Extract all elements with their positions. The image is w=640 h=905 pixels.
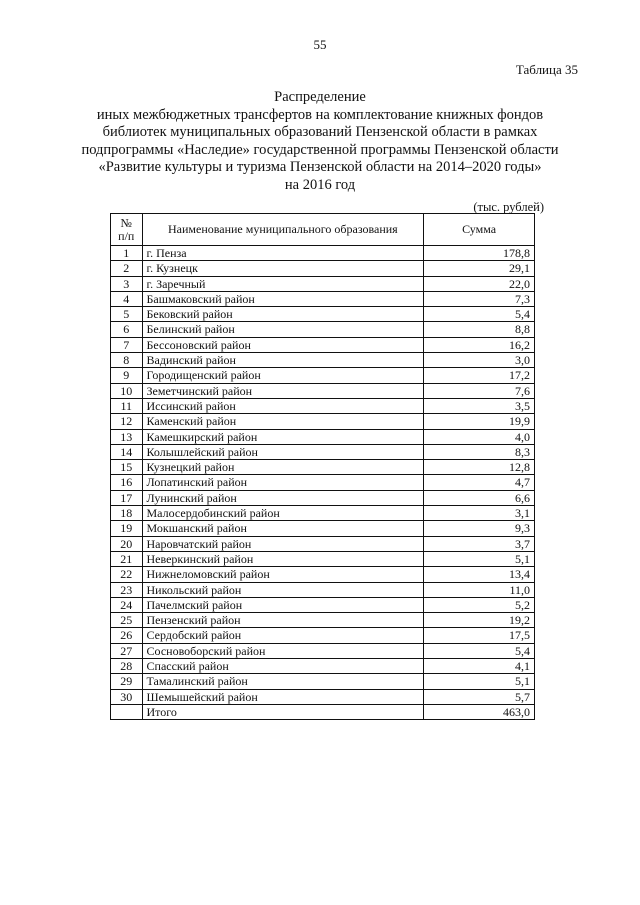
table-row [111, 414, 535, 429]
table-row [111, 444, 535, 459]
row-name: Бессоновский район [142, 337, 424, 352]
row-number: 27 [111, 643, 143, 658]
row-sum: 8,8 [424, 322, 535, 337]
table-body [111, 246, 535, 720]
row-name: Сердобский район [142, 628, 424, 643]
table-row [111, 490, 535, 505]
row-sum: 178,8 [424, 246, 535, 261]
row-sum: 17,5 [424, 628, 535, 643]
table-row [111, 689, 535, 704]
table-row [111, 429, 535, 444]
row-sum: 19,2 [424, 613, 535, 628]
row-name: Белинский район [142, 322, 424, 337]
row-sum: 9,3 [424, 521, 535, 536]
header-sum: Сумма [424, 214, 535, 246]
page-number: 55 [313, 37, 327, 52]
row-number: 9 [111, 368, 143, 383]
row-sum: 5,1 [424, 674, 535, 689]
row-name: Кузнецкий район [142, 460, 424, 475]
row-name: Сосновоборский район [142, 643, 424, 658]
row-number: 18 [111, 506, 143, 521]
row-number: 15 [111, 460, 143, 475]
row-number: 19 [111, 521, 143, 536]
table-row [111, 582, 535, 597]
row-sum: 11,0 [424, 582, 535, 597]
row-number: 25 [111, 613, 143, 628]
table-row [111, 276, 535, 291]
table-row [111, 368, 535, 383]
row-name: Городищенский район [142, 368, 424, 383]
distribution-table [110, 213, 535, 720]
row-number: 13 [111, 429, 143, 444]
row-sum: 12,8 [424, 460, 535, 475]
row-name: Пачелмский район [142, 597, 424, 612]
row-name: Итого [142, 704, 424, 719]
header-number [111, 214, 143, 246]
title-line: на 2016 год [284, 176, 356, 193]
row-sum: 5,4 [424, 307, 535, 322]
row-sum: 4,0 [424, 429, 535, 444]
table-row [111, 659, 535, 674]
row-number: 11 [111, 398, 143, 413]
table-header-row [111, 214, 535, 246]
row-number: 16 [111, 475, 143, 490]
title-line: подпрограммы «Наследие» государственной программы Пензенской области [81, 141, 559, 158]
row-name: г. Заречный [142, 276, 424, 291]
row-sum: 4,1 [424, 659, 535, 674]
row-number: 17 [111, 490, 143, 505]
row-sum: 5,1 [424, 551, 535, 566]
row-sum: 3,7 [424, 536, 535, 551]
row-sum: 5,4 [424, 643, 535, 658]
row-number: 26 [111, 628, 143, 643]
row-sum: 19,9 [424, 414, 535, 429]
table-row [111, 246, 535, 261]
row-sum: 7,3 [424, 291, 535, 306]
row-sum: 5,7 [424, 689, 535, 704]
table-row [111, 291, 535, 306]
row-sum: 29,1 [424, 261, 535, 276]
table-label: Таблица 35 [515, 62, 578, 77]
title-line: Распределение [274, 89, 366, 105]
row-sum: 22,0 [424, 276, 535, 291]
row-name: Мокшанский район [142, 521, 424, 536]
header-name: Наименование муниципального образования [142, 214, 424, 246]
title-line: библиотек муниципальных образований Пензенской области в рамках [102, 124, 538, 141]
title-line: иных межбюджетных трансфертов на комплектование книжных фондов [96, 106, 544, 123]
row-sum: 6,6 [424, 490, 535, 505]
table-row [111, 674, 535, 689]
table-row [111, 307, 535, 322]
table-row [111, 628, 535, 643]
row-sum: 16,2 [424, 337, 535, 352]
row-number: 14 [111, 444, 143, 459]
row-name: Лопатинский район [142, 475, 424, 490]
row-number: 7 [111, 337, 143, 352]
table-row [111, 551, 535, 566]
row-name: Никольский район [142, 582, 424, 597]
table-row [111, 536, 535, 551]
row-name: Пензенский район [142, 613, 424, 628]
row-number: 30 [111, 689, 143, 704]
table-row [111, 597, 535, 612]
row-name: Тамалинский район [142, 674, 424, 689]
table-row [111, 613, 535, 628]
row-number: 2 [111, 261, 143, 276]
row-number: 24 [111, 597, 143, 612]
row-name: Малосердобинский район [142, 506, 424, 521]
row-name: Бековский район [142, 307, 424, 322]
row-name: Башмаковский район [142, 291, 424, 306]
row-name: Колышлейский район [142, 444, 424, 459]
row-sum: 463,0 [424, 704, 535, 719]
document-title [60, 89, 580, 195]
row-number: 22 [111, 567, 143, 582]
row-number: 6 [111, 322, 143, 337]
row-number: 1 [111, 246, 143, 261]
table-row [111, 261, 535, 276]
row-sum: 3,0 [424, 353, 535, 368]
table-row [111, 322, 535, 337]
row-name: Наровчатский район [142, 536, 424, 551]
table-row [111, 398, 535, 413]
row-name: г. Пенза [142, 246, 424, 261]
table-row [111, 383, 535, 398]
row-sum: 8,3 [424, 444, 535, 459]
row-name: Спасский район [142, 659, 424, 674]
row-name: Нижнеломовский район [142, 567, 424, 582]
row-name: Шемышейский район [142, 689, 424, 704]
table-row [111, 521, 535, 536]
row-sum: 3,1 [424, 506, 535, 521]
header-number-line1: № [120, 215, 132, 230]
table-row [111, 337, 535, 352]
row-sum: 3,5 [424, 398, 535, 413]
table-total-row [111, 704, 535, 719]
row-number: 3 [111, 276, 143, 291]
row-number: 10 [111, 383, 143, 398]
table-row [111, 567, 535, 582]
row-number: 5 [111, 307, 143, 322]
row-sum: 13,4 [424, 567, 535, 582]
row-number [111, 704, 143, 719]
row-number: 20 [111, 536, 143, 551]
row-sum: 5,2 [424, 597, 535, 612]
title-line: «Развитие культуры и туризма Пензенской области на 2014–2020 годы» [98, 159, 542, 176]
table-row [111, 475, 535, 490]
row-number: 23 [111, 582, 143, 597]
row-name: г. Кузнецк [142, 261, 424, 276]
row-number: 12 [111, 414, 143, 429]
row-name: Камешкирский район [142, 429, 424, 444]
table-row [111, 353, 535, 368]
row-sum: 4,7 [424, 475, 535, 490]
row-number: 28 [111, 659, 143, 674]
row-name: Каменский район [142, 414, 424, 429]
table-row [111, 643, 535, 658]
row-name: Иссинский район [142, 398, 424, 413]
row-sum: 7,6 [424, 383, 535, 398]
row-number: 29 [111, 674, 143, 689]
row-name: Вадинский район [142, 353, 424, 368]
row-number: 8 [111, 353, 143, 368]
units-note: (тыс. рублей) [473, 200, 544, 214]
row-name: Земетчинский район [142, 383, 424, 398]
table-row [111, 460, 535, 475]
row-number: 4 [111, 291, 143, 306]
row-sum: 17,2 [424, 368, 535, 383]
row-name: Лунинский район [142, 490, 424, 505]
header-number-line2: п/п [118, 228, 135, 243]
table-row [111, 506, 535, 521]
row-number: 21 [111, 551, 143, 566]
row-name: Неверкинский район [142, 551, 424, 566]
